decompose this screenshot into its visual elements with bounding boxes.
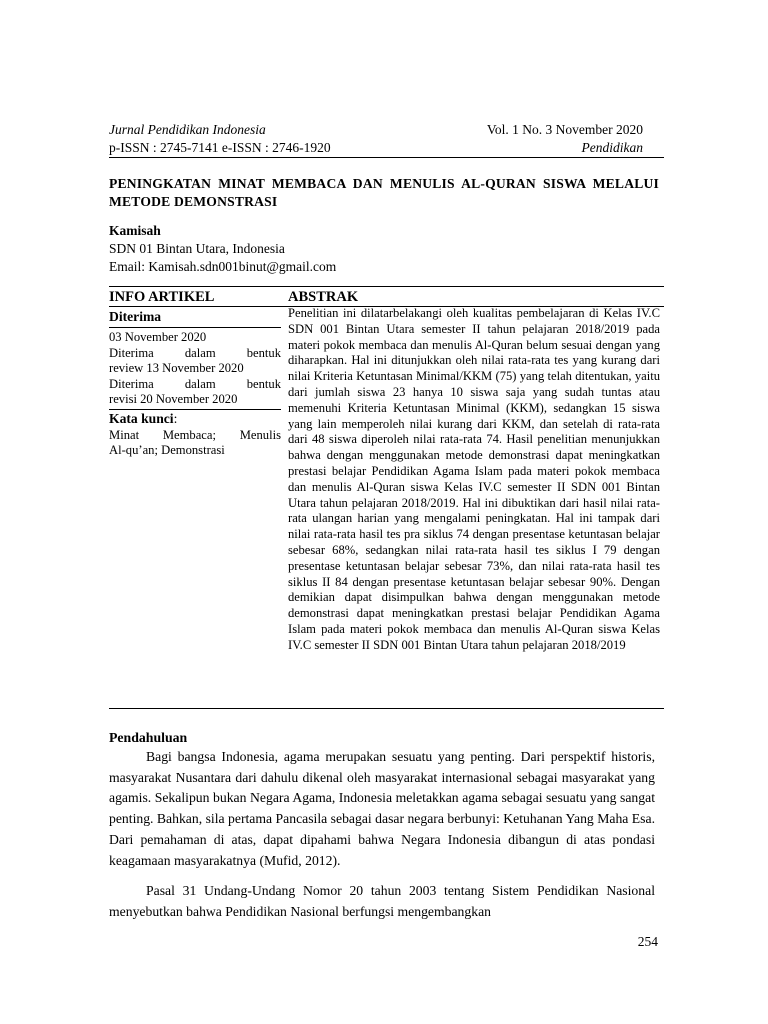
volume-line: Vol. 1 No. 3 November 2020 xyxy=(486,122,643,137)
header-rule xyxy=(109,157,664,158)
intro-paragraph-2: Pasal 31 Undang-Undang Nomor 20 tahun 2003 tentang Sistem Pendidikan Nasional menyebutkan bahwa Pendidikan Nasional berfungsi mengembangkan xyxy=(109,883,655,919)
section-name: Pendidikan xyxy=(581,140,643,155)
section-bottom-rule xyxy=(109,708,664,709)
review-line-2: review 13 November 2020 xyxy=(109,361,244,375)
keywords-line-1: Minat Membaca; Menulis xyxy=(109,427,281,442)
author-affiliation: SDN 01 Bintan Utara, Indonesia xyxy=(109,241,285,256)
intro-paragraph-1: Bagi bangsa Indonesia, agama merupakan sesuatu yang penting. Dari perspektif historis, masyarakat Nusantara dari dahulu dikenal oleh masyarakat internasional sebagai masyarakat yang agamis. Sekalipun bukan Negara Agama, Indonesia meletakkan agama sebagai sesuatu yang sangat penting. Bahkan, sila pertama Pancasila sebagai dasar negara berbunyi: Ketuhanan Yang Maha Esa. Dari pemahaman di atas, dapat dipahami bahwa Negara Indonesia dibangun di atas pondasi keagamaan masyarakatnya (Mufid, 2012). xyxy=(109,749,655,868)
abstract-text: Penelitian ini dilatarbelakangi oleh kualitas pembelajaran di Kelas IV.C SDN 001 Bintan Utara semester II tahun pelajaran 2018/2019 pada materi pokok membaca dan menulis Al-Quran belum sesuai dengan yang diharapkan. Hal ini ditunjukkan oleh nilai rata-rata tes yang kurang dari nilai Kriteria Ketuntasan Minimal/KKM (75) yang telah ditentukan, yaitu dari jumlah siswa 23 hanya 10 siswa saja yang sudah tuntas atau memenuhi Kriteria Ketuntasan Minimal (KKM), sedangkan 15 siswa yang lain memperoleh nilai kurang dari KKM, dan setelah di rata-rata dari 48 siswa diperoleh nilai rata-rata 74. Hasil penelitian menunjukkan bahwa dengan menggunakan metode demonstrasi dapat meningkatkan prestasi belajar Pendidikan Agama Islam pada materi pokok membaca dan menulis Al-Quran siswa Kelas IV.C semester II SDN 001 Bintan Utara tahun pelajaran 2018/2019. Hal ini dibuktikan dari hasil nilai rata-rata ulangan harian yang mengalami peningkatan. Hal ini tampak dari nilai rata-rata hasil tes pra siklus 74 dengan presentase ketuntasan belajar sebesar 68%, sedangkan nilai rata-rata hasil tes siklus I 79 dengan presentase ketuntasan belajar sebesar 73%, dan nilai rata-rata hasil tes siklus II 84 dengan presentase ketuntasan belajar sebesar 90%. Dengan demikian dapat disimpulkan bahwa dengan menggunakan metode demonstrasi dapat meningkatkan prestasi belajar Pendidikan Agama Islam pada materi pokok membaca dan menulis Al-Quran siswa Kelas IV.C semester II SDN 001 Bintan Utara tahun pelajaran 2018/2019 xyxy=(288,306,660,652)
author-name: Kamisah xyxy=(109,223,161,238)
abstract-heading: ABSTRAK xyxy=(288,289,359,305)
section-top-rule xyxy=(109,286,664,287)
received-rule xyxy=(109,327,281,328)
journal-name: Jurnal Pendidikan Indonesia xyxy=(109,122,266,137)
received-date: 03 November 2020 xyxy=(109,330,207,344)
keywords-rule xyxy=(109,409,281,410)
keywords-label: Kata kunci xyxy=(109,410,174,426)
running-header-right xyxy=(487,121,643,157)
revisi-line-1: Diterima dalam bentuk xyxy=(109,376,281,391)
info-column xyxy=(109,308,281,459)
issn-line: p-ISSN : 2745-7141 e-ISSN : 2746-1920 xyxy=(109,140,331,155)
keywords-heading: Kata kunci: xyxy=(109,410,178,426)
author-email: Email: Kamisah.sdn001binut@gmail.com xyxy=(109,259,337,274)
page-number: 254 xyxy=(637,934,658,949)
keywords-line-2: Al-qu’an; Demonstrasi xyxy=(109,443,225,457)
intro-heading: Pendahuluan xyxy=(109,730,188,745)
review-line-1: Diterima dalam bentuk xyxy=(109,345,281,360)
author-block xyxy=(109,222,336,276)
received-label: Diterima xyxy=(109,309,162,324)
running-header-left xyxy=(109,121,331,157)
info-heading: INFO ARTIKEL xyxy=(109,289,215,305)
revisi-line-2: revisi 20 November 2020 xyxy=(109,392,238,406)
paper-title: PENINGKATAN MINAT MEMBACA DAN MENULIS AL-QURAN SISWA MELALUI METODE DEMONSTRASI xyxy=(109,176,659,209)
